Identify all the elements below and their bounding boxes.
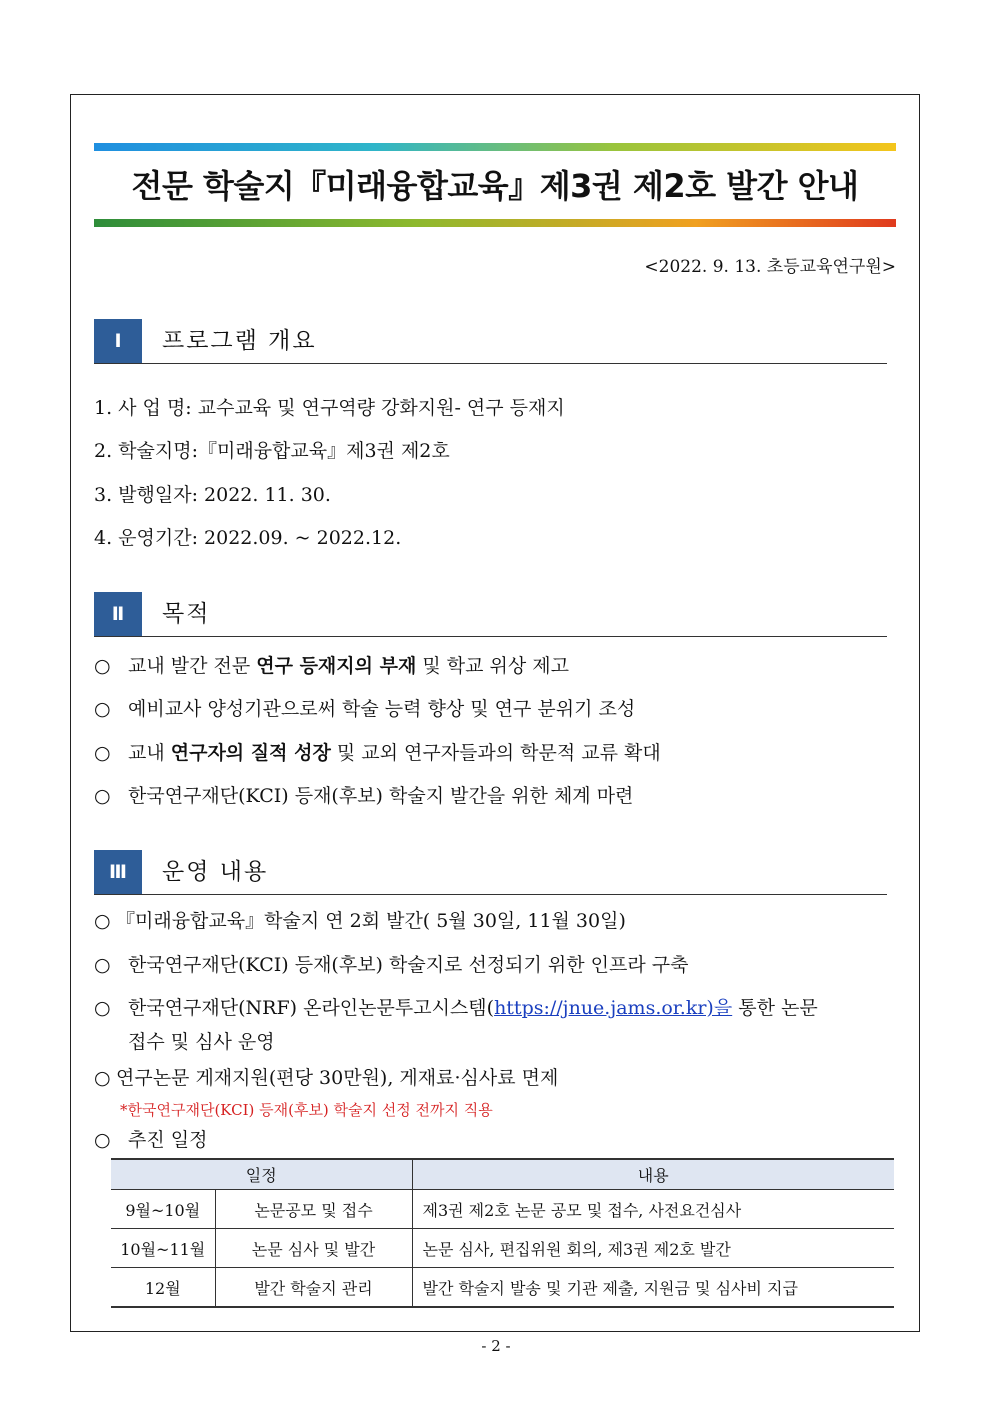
bullet-icon: ○ <box>94 698 111 720</box>
title-bottom-gradient-bar <box>94 219 896 227</box>
stage-cell: 논문 심사 및 발간 <box>215 1229 412 1268</box>
purpose-item-1: ○ 교내 발간 전문 연구 등재지의 부재 및 학교 위상 제고 <box>94 652 569 680</box>
stage-cell: 발간 학술지 관리 <box>215 1268 412 1308</box>
purpose-emphasis-1: 연구 등재지의 부재 <box>256 655 417 677</box>
page-number: - 2 - <box>481 1337 511 1355</box>
page-title: 전문 학술지『미래융합교육』제3권 제2호 발간 안내 <box>131 167 859 205</box>
title-top-gradient-bar <box>94 143 896 151</box>
bullet-icon: ○ <box>94 655 111 677</box>
operation-item-5: ○ 추진 일정 <box>94 1126 207 1154</box>
purpose-emphasis-3: 연구자의 질적 성장 <box>170 742 331 764</box>
bullet-icon: ○ <box>94 910 111 932</box>
date-line: <2022. 9. 13. 초등교육연구원> <box>644 257 896 277</box>
section-2-title: 목적 <box>162 601 211 627</box>
section-3-header <box>94 850 887 895</box>
section-1-number: Ⅰ <box>94 319 142 363</box>
purpose-item-3: ○ 교내 연구자의 질적 성장 및 교외 연구자들과의 학문적 교류 확대 <box>94 739 661 767</box>
overview-item-3: 3. 발행일자: 2022. 11. 30. <box>94 484 331 506</box>
bullet-icon: ○ <box>94 997 111 1019</box>
overview-item-1: 1. 사 업 명: 교수교육 및 연구역량 강화지원- 연구 등재지 <box>94 397 565 419</box>
header-content: 내용 <box>412 1159 894 1190</box>
bullet-icon: ○ <box>94 1129 111 1151</box>
table-row <box>111 1190 894 1229</box>
section-2-header <box>94 592 887 637</box>
nrf-submission-link[interactable]: https://jnue.jams.or.kr)을 <box>494 997 733 1019</box>
operation-item-2: ○ 한국연구재단(KCI) 등재(후보) 학술지로 선정되기 위한 인프라 구축 <box>94 951 688 979</box>
purpose-item-4: ○ 한국연구재단(KCI) 등재(후보) 학술지 발간을 위한 체계 마련 <box>94 782 633 810</box>
operation-item-4: ○ 연구논문 게재지원(편당 30만원), 게재료·심사료 면제 <box>94 1064 558 1092</box>
section-1-title: 프로그램 개요 <box>162 328 317 354</box>
operation-item-3-continued: 접수 및 심사 운영 <box>128 1031 275 1053</box>
table-row <box>111 1268 894 1308</box>
content-cell: 발간 학술지 발송 및 기관 제출, 지원금 및 심사비 지급 <box>412 1268 894 1308</box>
bullet-icon: ○ <box>94 785 111 807</box>
period-cell: 10월~11월 <box>111 1229 215 1268</box>
schedule-table <box>111 1158 894 1308</box>
content-cell: 논문 심사, 편집위원 회의, 제3권 제2호 발간 <box>412 1229 894 1268</box>
purpose-item-2: ○ 예비교사 양성기관으로써 학술 능력 향상 및 연구 분위기 조성 <box>94 695 635 723</box>
table-header-row <box>111 1159 894 1190</box>
stage-cell: 논문공모 및 접수 <box>215 1190 412 1229</box>
bullet-icon: ○ <box>94 742 111 764</box>
operation-item-3: ○ 한국연구재단(NRF) 온라인논문투고시스템(https://jnue.jams.or.kr)을 통한 논문 <box>94 994 818 1022</box>
section-3-number: Ⅲ <box>94 850 142 894</box>
period-cell: 9월~10월 <box>111 1190 215 1229</box>
overview-item-4: 4. 운영기간: 2022.09. ~ 2022.12. <box>94 527 402 549</box>
bullet-icon: ○ <box>94 1067 111 1089</box>
section-2-number: Ⅱ <box>94 592 142 636</box>
header-schedule: 일정 <box>111 1159 412 1190</box>
overview-item-2: 2. 학술지명:『미래융합교육』제3권 제2호 <box>94 440 450 462</box>
section-3-title: 운영 내용 <box>162 859 269 885</box>
bullet-icon: ○ <box>94 954 111 976</box>
content-cell: 제3권 제2호 논문 공모 및 접수, 사전요건심사 <box>412 1190 894 1229</box>
operation-item-1: ○ 『미래융합교육』학술지 연 2회 발간( 5월 30일, 11월 30일) <box>94 907 626 935</box>
table-row <box>111 1229 894 1268</box>
section-1-header <box>94 319 887 364</box>
kci-footnote: *한국연구재단(KCI) 등재(후보) 학술지 선정 전까지 직용 <box>120 1101 493 1119</box>
period-cell: 12월 <box>111 1268 215 1308</box>
